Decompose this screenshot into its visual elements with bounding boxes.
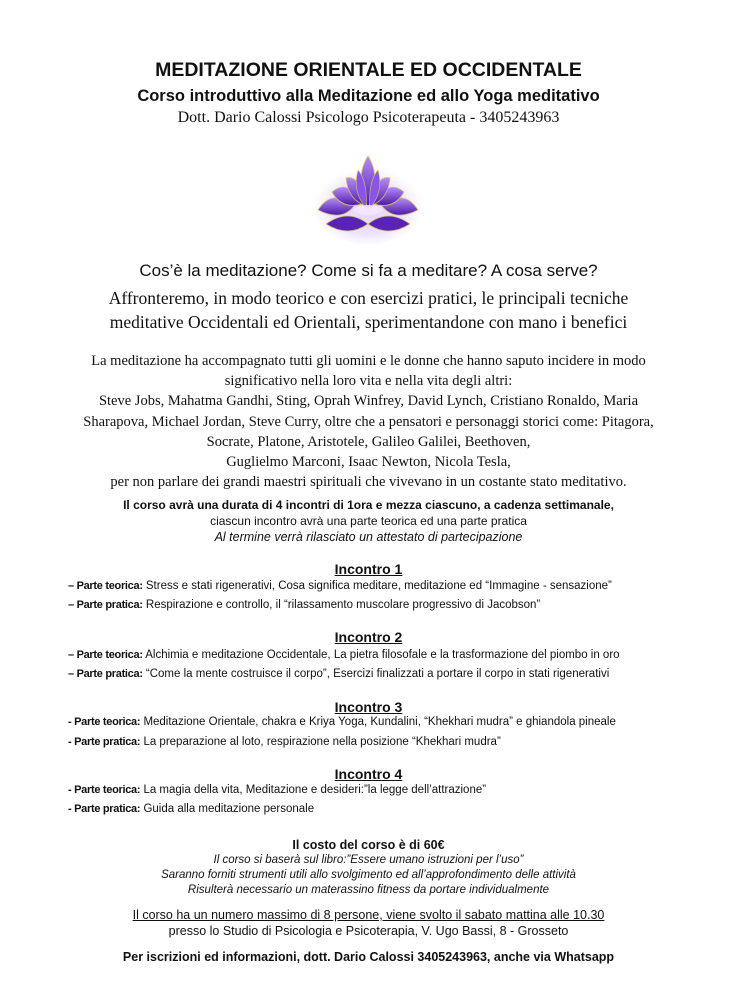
meeting-title: Incontro 2 (334, 629, 403, 645)
intro-question: Cos’è la meditazione? Come si fa a meditare? A cosa serve? (139, 261, 598, 280)
info-section (0, 907, 737, 939)
meeting-title: Incontro 4 (334, 766, 403, 782)
course-structure: ciascun incontro avrà una parte teorica ed una parte pratica (210, 514, 527, 528)
meeting-practice (68, 803, 314, 815)
page-subtitle: Corso introduttivo alla Meditazione ed allo Yoga meditativo (137, 87, 600, 105)
theory-label: – Parte teorica: (68, 580, 143, 592)
body-line: significativo nella loro vita e nella vita degli altri: (224, 373, 513, 390)
meeting-practice (68, 736, 501, 748)
meeting-theory (68, 580, 612, 592)
theory-text: Alchimia e meditazione Occidentale, La pietra filosofale e la trasformazione del piombo in oro (145, 649, 620, 661)
meeting-practice (68, 599, 540, 611)
meeting-theory (68, 649, 620, 661)
intro-paragraph (0, 286, 737, 334)
practice-text: “Come la mente costruisce il corpo”, Esercizi finalizzati a portare il corpo in stati rigenerativi (145, 668, 610, 680)
course-tools: Saranno forniti strumenti utili allo svolgimento ed all’approfondimento delle attività (161, 869, 576, 881)
course-price: Il costo del corso è di 60€ (292, 838, 445, 852)
author-line: Dott. Dario Calossi Psicologo Psicoterapeuta - 3405243963 (177, 109, 560, 126)
practice-text: Guida alla meditazione personale (143, 803, 315, 815)
theory-label: – Parte teorica: (68, 649, 143, 661)
course-location: presso lo Studio di Psicologia e Psicoterapia, V. Ugo Bassi, 8 - Grosseto (168, 924, 569, 938)
practice-label: - Parte pratica: (68, 803, 141, 815)
meeting-title: Incontro 1 (334, 561, 403, 577)
meeting-title: Incontro 3 (334, 699, 403, 715)
practice-label: – Parte pratica: (68, 599, 143, 611)
body-line: La meditazione ha accompagnato tutti gli uomini e le donne che hanno saputo incidere in modo (91, 353, 646, 369)
meeting-theory (68, 784, 486, 796)
course-book: Il corso si baserà sul libro:”Essere umano istruzioni per l’uso” (213, 854, 524, 866)
practice-text: Respirazione e controllo, il “rilassamento muscolare progressivo di Jacobson” (145, 599, 541, 611)
course-certificate: Al termine verrà rilasciato un attestato di partecipazione (214, 530, 523, 544)
practice-label: – Parte pratica: (68, 668, 143, 680)
meeting-theory (68, 716, 616, 728)
meeting-practice (68, 668, 609, 680)
cost-section (0, 838, 737, 898)
theory-text: Stress e stati rigenerativi, Cosa significa meditare, meditazione ed “Immagine - sensazione” (145, 580, 612, 592)
body-line: Socrate, Platone, Aristotele, Galileo Galilei, Beethoven, (206, 433, 531, 450)
theory-text: La magia della vita, Meditazione e desideri:”la legge dell’attrazione” (143, 784, 487, 796)
theory-label: - Parte teorica: (68, 716, 141, 728)
intro-line: Affronteremo, in modo teorico e con esercizi pratici, le principali tecniche (108, 288, 629, 308)
body-line: Sharapova, Michael Jordan, Steve Curry, oltre che a pensatori e personaggi storici come: Pitagora, (83, 413, 654, 430)
intro-line: meditative Occidentali ed Orientali, sperimentandone con mano i benefici (109, 312, 628, 332)
body-paragraph (0, 351, 737, 492)
course-mat: Risulterà necessario un materassino fitness da portare individualmente (187, 884, 550, 896)
theory-label: - Parte teorica: (68, 784, 141, 796)
body-line: per non parlare dei grandi maestri spirituali che vivevano in un costante stato meditativo. (110, 474, 627, 491)
lotus-flower-icon (312, 148, 424, 244)
course-schedule: Il corso ha un numero massimo di 8 persone, viene svolto il sabato mattina alle 10.30 (132, 908, 605, 922)
body-line: Steve Jobs, Mahatma Gandhi, Sting, Oprah Winfrey, David Lynch, Cristiano Ronaldo, Maria (98, 393, 639, 410)
body-line: Guglielmo Marconi, Isaac Newton, Nicola Tesla, (226, 454, 511, 471)
theory-text: Meditazione Orientale, chakra e Kriya Yoga, Kundalini, “Khekhari mudra” e ghiandola pineale (143, 716, 616, 728)
course-duration: Il corso avrà una durata di 4 incontri di 1ora e mezza ciascuno, a cadenza settimanale, (123, 498, 614, 512)
course-format (0, 497, 737, 545)
practice-label: - Parte pratica: (68, 736, 141, 748)
contact-line: Per iscrizioni ed informazioni, dott. Dario Calossi 3405243963, anche via Whatsapp (122, 950, 615, 964)
practice-text: La preparazione al loto, respirazione nella posizione “Khekhari mudra” (143, 736, 501, 748)
page-title: MEDITAZIONE ORIENTALE ED OCCIDENTALE (155, 59, 582, 81)
